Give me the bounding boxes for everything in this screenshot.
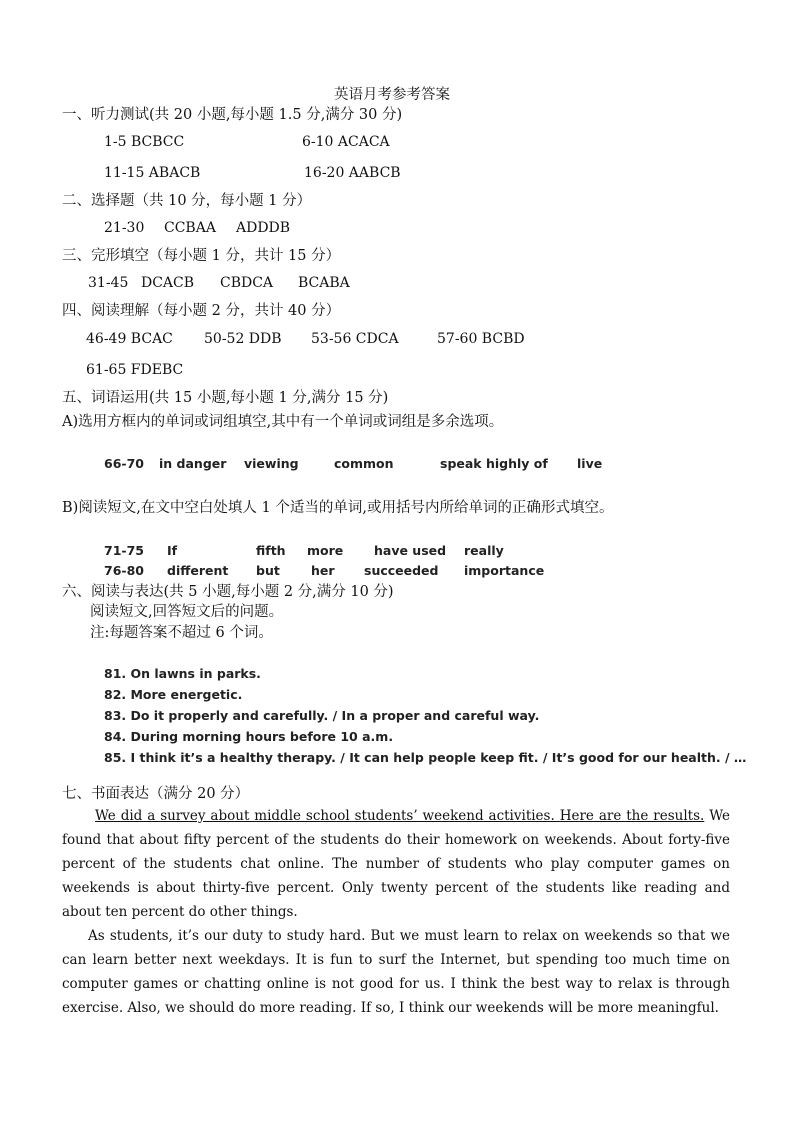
essay-paragraph-1-text: We found that about fifty percent of the students do their homework on weekends. About forty-five percent of the students chat online. The number of students who play computer games on weekends is about thirty-five percent. Only twenty percent of the students like reading and about ten percent do other things. [62, 808, 731, 920]
answer-46-49: 46-49 BCAC [86, 331, 173, 347]
word-cell: 76-80 [104, 563, 144, 578]
range-31-45: 31-45 [88, 275, 129, 291]
answer-6-10: 6-10 ACACA [302, 134, 390, 150]
answer-57-60: 57-60 BCBD [437, 331, 525, 347]
section-3-heading: 三、完形填空（每小题 1 分，共计 15 分） [62, 248, 341, 264]
answer-83: 83. Do it properly and carefully. / In a proper and careful way. [104, 708, 540, 723]
page-title: 英语月考参考答案 [334, 87, 450, 103]
answer-53-56: 53-56 CDCA [311, 331, 399, 347]
word-cell: but [256, 563, 280, 578]
section-7-heading: 七、书面表达（满分 20 分） [62, 786, 250, 802]
essay-paragraph-2: As students, it’s our duty to study hard. But we must learn to relax on weekends so that we can learn better next weekdays. It is fun to surf the Internet, but spending too much time on computer games or chatting online is not good for us. I think the best way to relax is through exercise. Also, we should do more reading. If so, I think our weekends will be more meaningful. [62, 928, 730, 1016]
answer-1-5: 1-5 BCBCC [104, 134, 185, 150]
word-cell: fifth [256, 543, 286, 558]
answer-36-40: CBDCA [220, 275, 274, 291]
range-21-30: 21-30 [104, 220, 145, 236]
section-4-heading: 四、阅读理解（每小题 2 分，共计 40 分） [62, 303, 341, 319]
word-cell: different [167, 563, 229, 578]
answer-16-20: 16-20 AABCB [304, 165, 401, 181]
answer-31-35: DCACB [141, 275, 195, 291]
word-cell: more [307, 543, 344, 558]
word-cell: 66-70 [104, 456, 144, 471]
section-6-note: 注:每题答案不超过 6 个词。 [90, 625, 273, 641]
word-cell: really [464, 543, 504, 558]
essay-paragraph-1 [62, 804, 730, 924]
word-cell: If [167, 543, 178, 558]
answer-85: 85. I think it’s a healthy therapy. / It can help people keep fit. / It’s good for our health. / … [104, 750, 747, 765]
answer-21-25: CCBAA [164, 220, 216, 236]
part-a-instruction: A)选用方框内的单词或词组填空,其中有一个单词或词组是多余选项。 [62, 414, 504, 430]
answer-50-52: 50-52 DDB [204, 331, 282, 347]
essay-underlined-sentence: We did a survey about middle school students’ weekend activities. Here are the results. [95, 808, 705, 824]
word-cell: speak highly of [440, 456, 548, 471]
section-6-intro: 阅读短文,回答短文后的问题。 [90, 604, 284, 620]
part-b-instruction: B)阅读短文,在文中空白处填人 1 个适当的单词,或用括号内所给单词的正确形式填空。 [62, 500, 614, 516]
word-cell: succeeded [364, 563, 439, 578]
answer-61-65: 61-65 FDEBC [86, 362, 184, 378]
answer-81: 81. On lawns in parks. [104, 666, 261, 681]
section-5-heading: 五、词语运用(共 15 小题,每小题 1 分,满分 15 分) [62, 390, 389, 406]
word-cell: in danger [159, 456, 227, 471]
word-cell: have used [374, 543, 447, 558]
word-cell: importance [464, 563, 545, 578]
word-cell: common [334, 456, 394, 471]
section-2-heading: 二、选择题（共 10 分，每小题 1 分） [62, 193, 312, 209]
answer-82: 82. More energetic. [104, 687, 243, 702]
word-cell: live [577, 456, 603, 471]
answer-84: 84. During morning hours before 10 a.m. [104, 729, 394, 744]
word-cell: 71-75 [104, 543, 144, 558]
answer-41-45: BCABA [298, 275, 350, 291]
answer-26-30: ADDDB [236, 220, 291, 236]
section-1-heading: 一、听力测试(共 20 小题,每小题 1.5 分,满分 30 分) [62, 107, 403, 123]
section-6-heading: 六、阅读与表达(共 5 小题,每小题 2 分,满分 10 分) [62, 584, 394, 600]
word-cell: viewing [244, 456, 299, 471]
word-cell: her [311, 563, 335, 578]
answer-11-15: 11-15 ABACB [104, 165, 201, 181]
